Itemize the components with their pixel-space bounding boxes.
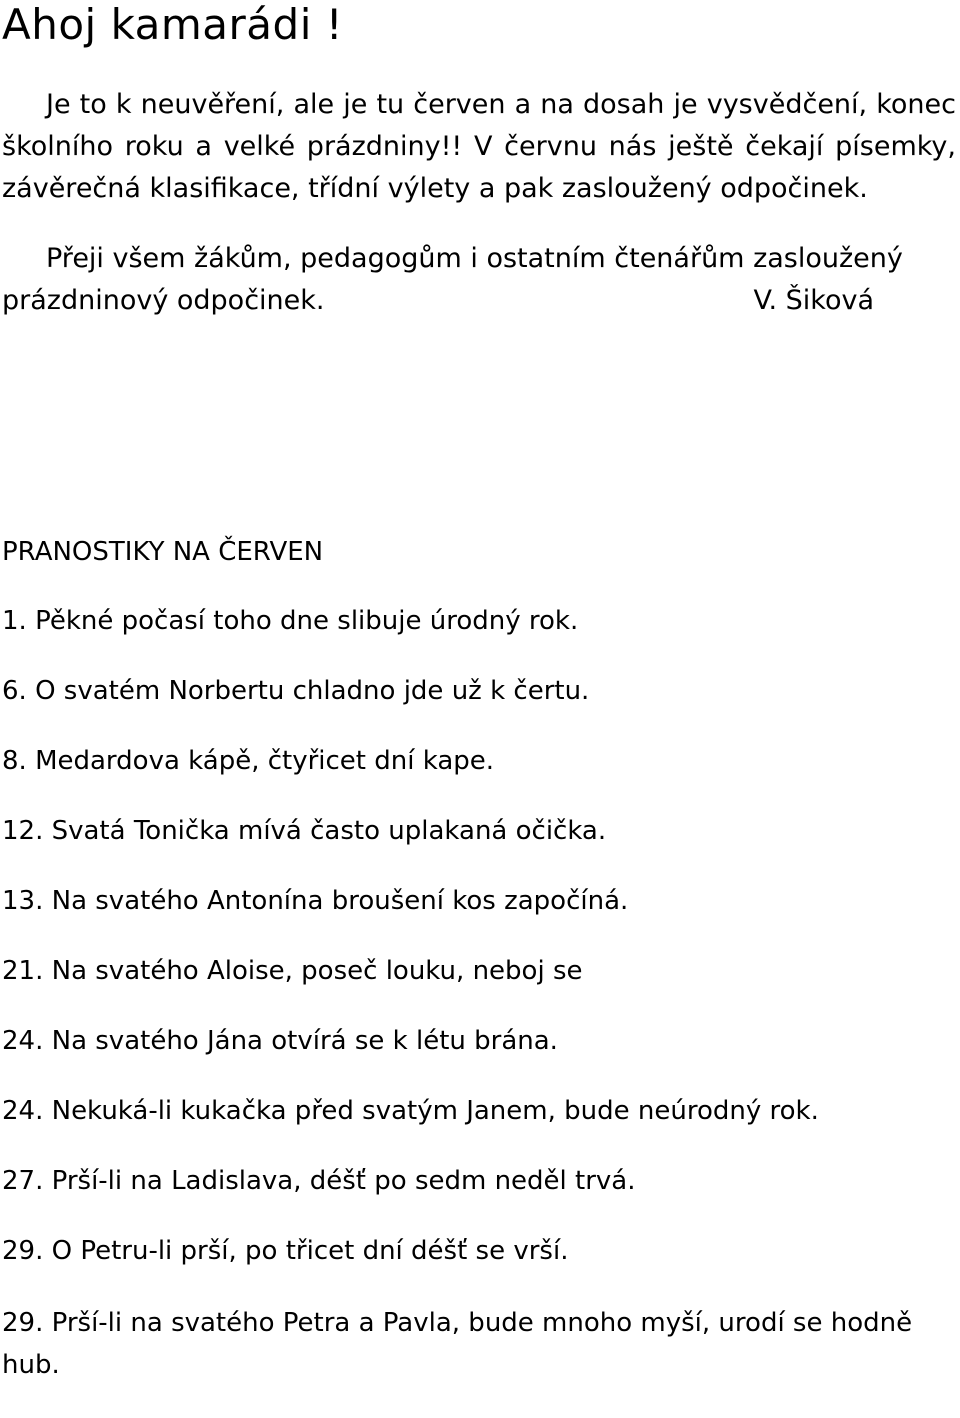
intro-letter [2, 84, 956, 322]
list-item: 24. Na svatého Jána otvírá se k létu brána. [2, 1026, 558, 1056]
section-heading: PRANOSTIKY NA ČERVEN [2, 537, 324, 567]
list-item: 29. O Petru-li prší, po třicet dní déšť se vrší. [2, 1236, 569, 1266]
list-item: 13. Na svatého Antonína broušení kos započíná. [2, 886, 629, 916]
weather-lore-list [2, 602, 956, 1386]
weather-lore-section [2, 532, 956, 1418]
list-item: 6. O svatém Norbertu chladno jde už k čertu. [2, 676, 590, 706]
document-title: Ahoj kamarádi ! [2, 0, 344, 49]
list-item: 27. Prší-li na Ladislava, déšť po sedm neděl trvá. [2, 1166, 636, 1196]
author-signature: V. Šiková [753, 285, 874, 316]
list-item: 1. Pěkné počasí toho dne slibuje úrodný rok. [2, 606, 579, 636]
list-item: 8. Medardova kápě, čtyřicet dní kape. [2, 746, 495, 776]
list-item: 24. Nekuká-li kukačka před svatým Janem, bude neúrodný rok. [2, 1096, 819, 1126]
list-item: 21. Na svatého Aloise, poseč louku, neboj se [2, 956, 583, 986]
wishes-paragraph-end: prázdninový odpočinek. [2, 285, 325, 316]
list-item: 29. Prší-li na svatého Petra a Pavla, bude mnoho myší, urodí se hodně hub. [2, 1308, 913, 1380]
wishes-signature-line [2, 280, 956, 322]
list-item: 12. Svatá Tonička mívá často uplakaná očička. [2, 816, 607, 846]
wishes-paragraph-line: Přeji všem žákům, pedagogům i ostatním čtenářům zasloužený [46, 243, 903, 274]
intro-paragraph: Je to k neuvěření, ale je tu červen a na dosah je vysvědčení, konec školního roku a velké prázdniny!! V červnu nás ještě čekají písemky, závěrečná klasifikace, třídní výlety a pak zasloužený odpočinek. [2, 89, 956, 204]
